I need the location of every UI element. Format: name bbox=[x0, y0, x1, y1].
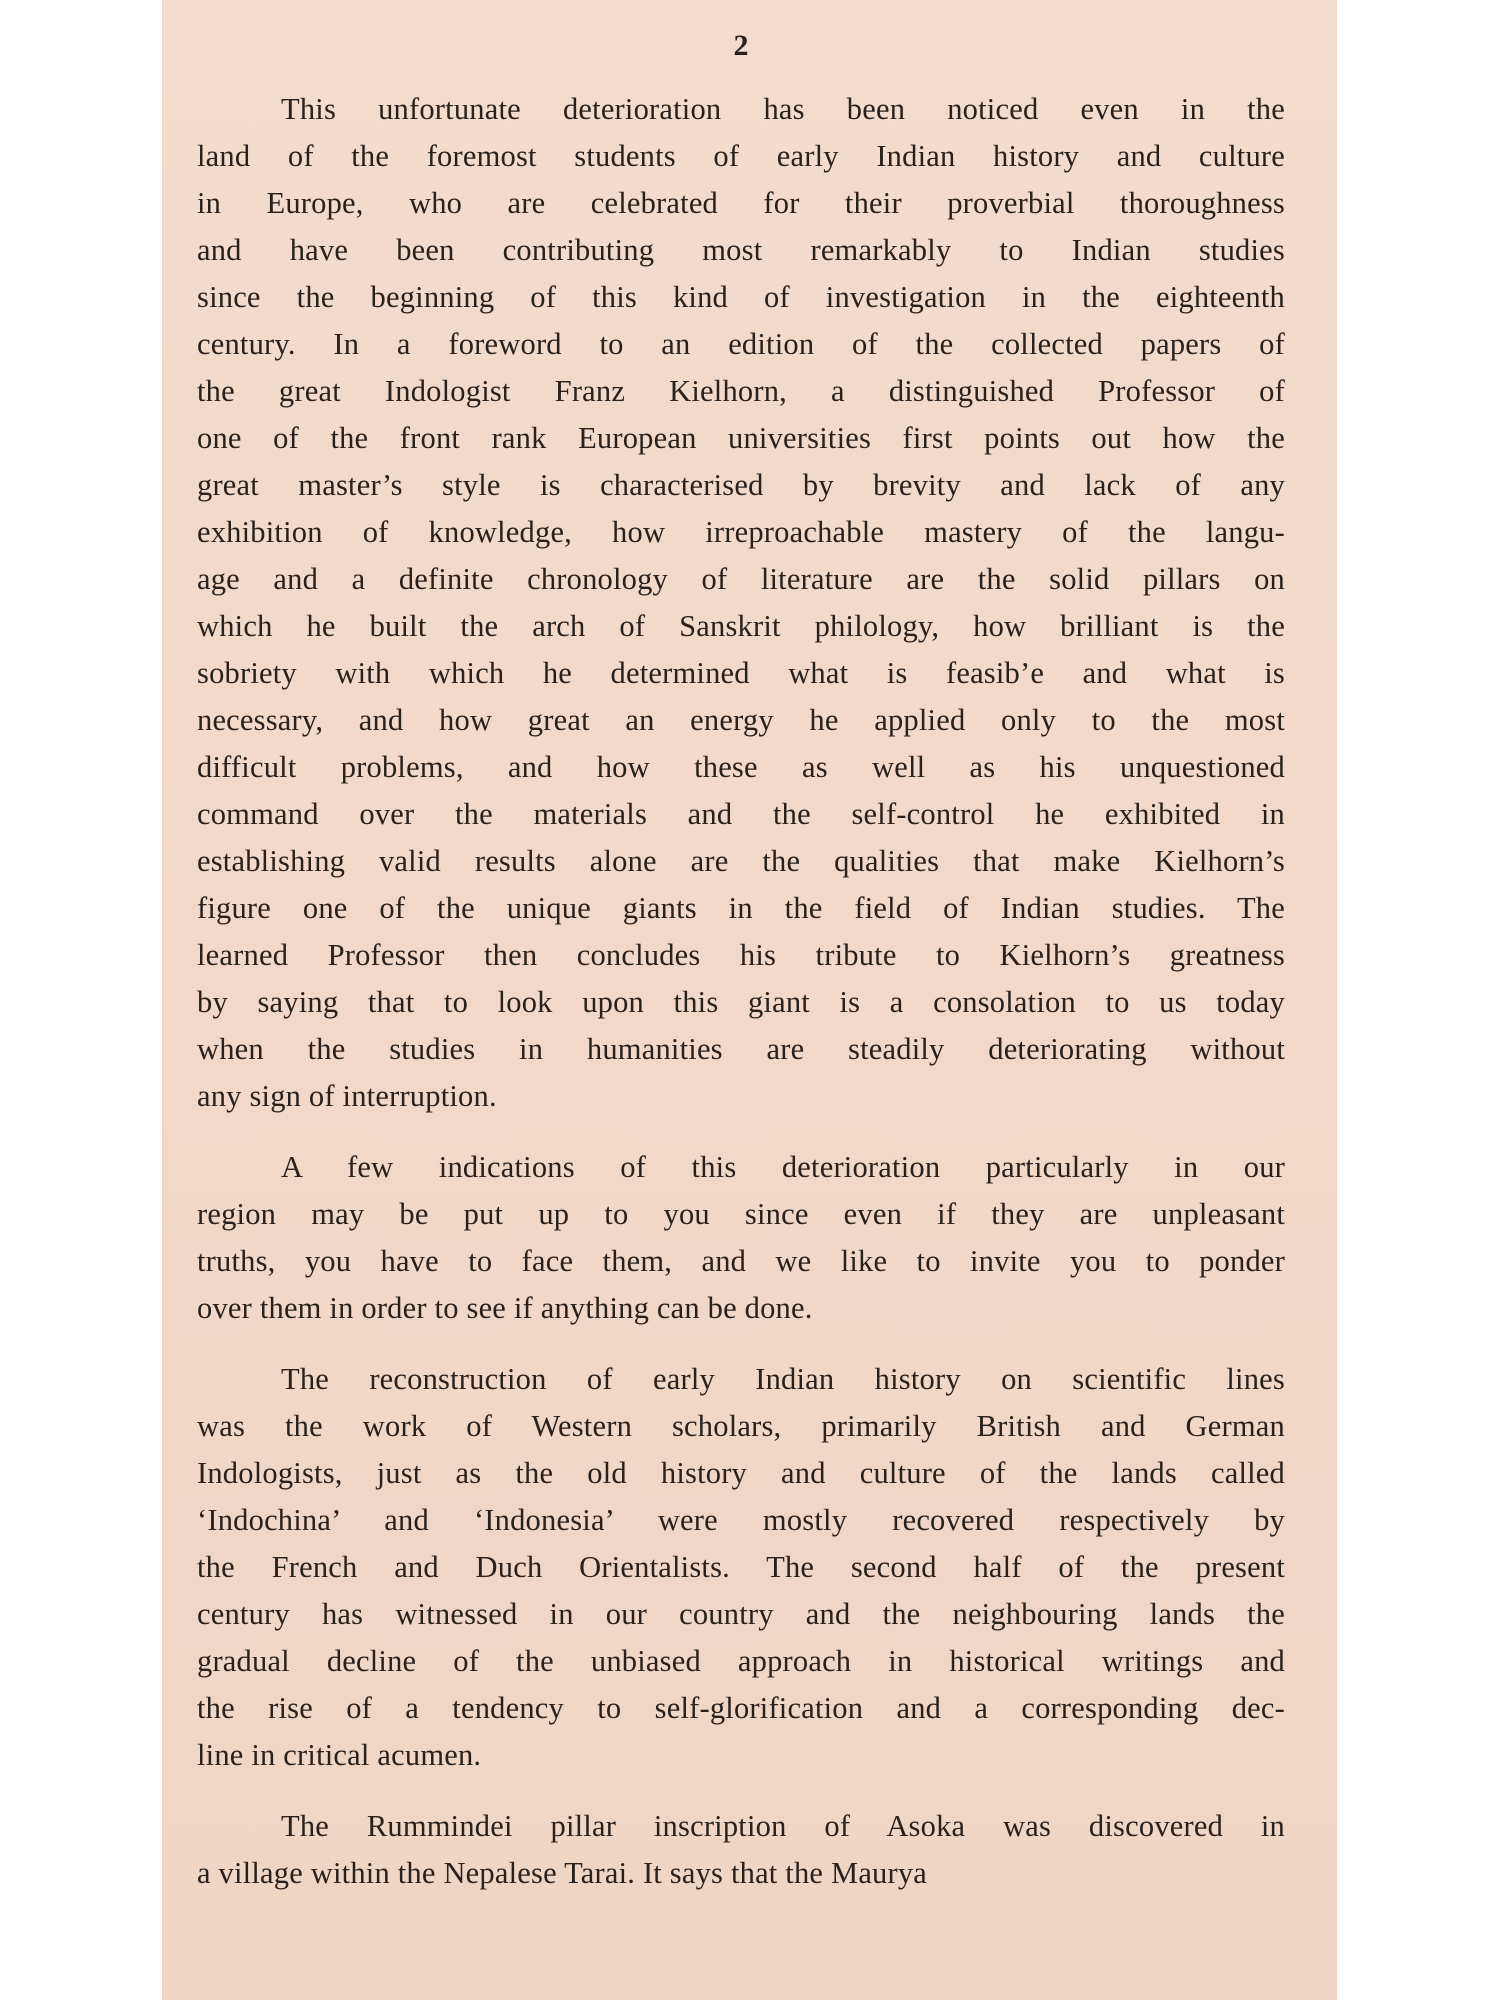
text-line: over them in order to see if anything can be done. bbox=[197, 1291, 813, 1325]
text-line: The Rummindei pillar inscription of Asoka was discovered in bbox=[281, 1809, 1285, 1843]
text-line: since the beginning of this kind of investigation in the eighteenth bbox=[197, 280, 1285, 314]
text-line: which he built the arch of Sanskrit philology, how brilliant is the bbox=[197, 609, 1285, 643]
text-line: necessary, and how great an energy he applied only to the most bbox=[197, 703, 1285, 737]
text-line: and have been contributing most remarkably to Indian studies bbox=[197, 233, 1285, 267]
text-line: The reconstruction of early Indian history on scientific lines bbox=[281, 1362, 1285, 1396]
text-line: sobriety with which he determined what is feasib’e and what is bbox=[197, 656, 1285, 690]
text-line: ‘Indochina’ and ‘Indonesia’ were mostly recovered respectively by bbox=[197, 1503, 1285, 1537]
text-line: one of the front rank European universities first points out how the bbox=[197, 421, 1285, 455]
book-page bbox=[162, 0, 1337, 2000]
text-line: line in critical acumen. bbox=[197, 1738, 482, 1772]
text-line: truths, you have to face them, and we like to invite you to ponder bbox=[197, 1244, 1285, 1278]
text-line: century has witnessed in our country and the neighbouring lands the bbox=[197, 1597, 1285, 1631]
text-line: This unfortunate deterioration has been noticed even in the bbox=[281, 92, 1285, 126]
text-line: exhibition of knowledge, how irreproachable mastery of the langu- bbox=[197, 515, 1285, 549]
text-line: any sign of interruption. bbox=[197, 1079, 497, 1113]
text-line: the French and Duch Orientalists. The second half of the present bbox=[197, 1550, 1285, 1584]
paragraph bbox=[197, 1356, 1285, 1779]
text-line: difficult problems, and how these as well as his unquestioned bbox=[197, 750, 1285, 784]
text-line: figure one of the unique giants in the field of Indian studies. The bbox=[197, 891, 1285, 925]
text-line: establishing valid results alone are the qualities that make Kielhorn’s bbox=[197, 844, 1285, 878]
page-number: 2 bbox=[733, 29, 749, 62]
text-line: century. In a foreword to an edition of the collected papers of bbox=[197, 327, 1285, 361]
paragraph bbox=[197, 1803, 1285, 1897]
text-line: by saying that to look upon this giant is a consolation to us today bbox=[197, 985, 1285, 1019]
text-line: in Europe, who are celebrated for their proverbial thoroughness bbox=[197, 186, 1285, 220]
paragraph bbox=[197, 1144, 1285, 1332]
text-line: land of the foremost students of early Indian history and culture bbox=[197, 139, 1285, 173]
body-text bbox=[197, 86, 1285, 1897]
text-line: gradual decline of the unbiased approach in historical writings and bbox=[197, 1644, 1285, 1678]
text-line: the great Indologist Franz Kielhorn, a distinguished Professor of bbox=[197, 374, 1285, 408]
text-line: age and a definite chronology of literature are the solid pillars on bbox=[197, 562, 1285, 596]
text-line: great master’s style is characterised by brevity and lack of any bbox=[197, 468, 1285, 502]
text-line: A few indications of this deterioration particularly in our bbox=[281, 1150, 1285, 1184]
text-line: a village within the Nepalese Tarai. It says that the Maurya bbox=[197, 1856, 928, 1890]
text-line: the rise of a tendency to self-glorification and a corresponding dec- bbox=[197, 1691, 1285, 1725]
text-line: when the studies in humanities are steadily deteriorating without bbox=[197, 1032, 1285, 1066]
text-line: region may be put up to you since even if they are unpleasant bbox=[197, 1197, 1285, 1231]
text-line: was the work of Western scholars, primarily British and German bbox=[197, 1409, 1285, 1443]
text-line: command over the materials and the self-control he exhibited in bbox=[197, 797, 1285, 831]
text-line: Indologists, just as the old history and culture of the lands called bbox=[197, 1456, 1285, 1490]
paragraph bbox=[197, 86, 1285, 1120]
text-line: learned Professor then concludes his tribute to Kielhorn’s greatness bbox=[197, 938, 1285, 972]
